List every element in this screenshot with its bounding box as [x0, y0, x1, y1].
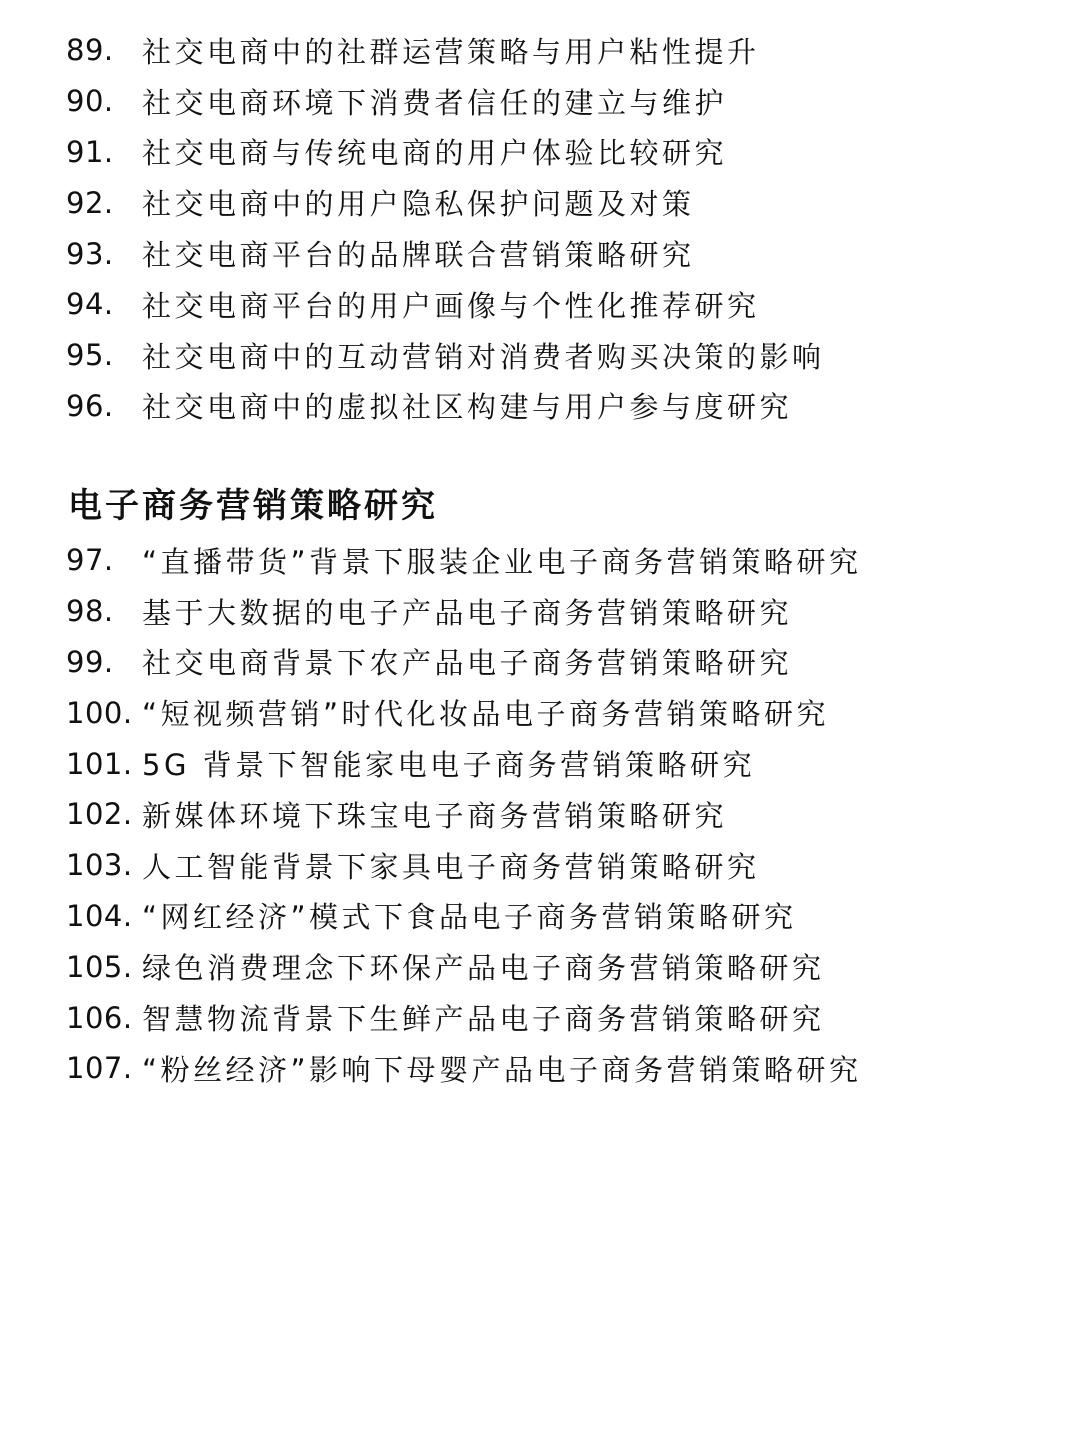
item-text: 社交电商背景下农产品电子商务营销策略研究: [142, 646, 793, 681]
list-item: [66, 840, 1046, 891]
list-item: [66, 228, 1046, 279]
topic-list-ecommerce-marketing: [66, 535, 1046, 1094]
item-number: 99.: [66, 644, 114, 679]
item-number: 104.: [66, 898, 133, 933]
list-item: [66, 586, 1046, 637]
list-item: [66, 381, 1046, 432]
item-number: 95.: [66, 338, 114, 373]
item-number: 102.: [66, 797, 133, 832]
item-text: “粉丝经济”影响下母婴产品电子商务营销策略研究: [142, 1052, 862, 1087]
list-item: [66, 992, 1046, 1043]
list-item: [66, 25, 1046, 76]
list-item: [66, 279, 1046, 330]
item-text: “直播带货”背景下服装企业电子商务营销策略研究: [142, 544, 862, 579]
item-text: 社交电商中的社群运营策略与用户粘性提升: [142, 34, 760, 69]
item-number: 89.: [66, 33, 114, 68]
item-text: 基于大数据的电子产品电子商务营销策略研究: [142, 595, 793, 630]
item-number: 101.: [66, 746, 133, 781]
item-number: 91.: [66, 134, 114, 169]
item-text: 社交电商中的虚拟社区构建与用户参与度研究: [142, 390, 793, 425]
list-item: [66, 127, 1046, 178]
list-item: [66, 738, 1046, 789]
item-number: 106.: [66, 1000, 133, 1035]
item-text: 社交电商环境下消费者信任的建立与维护: [142, 85, 728, 120]
list-item: [66, 941, 1046, 992]
item-text: 社交电商平台的品牌联合营销策略研究: [142, 238, 695, 273]
item-text: 新媒体环境下珠宝电子商务营销策略研究: [142, 798, 728, 833]
topic-list-social-commerce: [66, 25, 1046, 431]
item-number: 93.: [66, 236, 114, 271]
list-item: [66, 1043, 1046, 1094]
section-heading: 电子商务营销策略研究: [68, 486, 438, 526]
item-text: 5G 背景下智能家电电子商务营销策略研究: [142, 748, 756, 783]
item-text: “短视频营销”时代化妆品电子商务营销策略研究: [142, 697, 830, 732]
item-number: 98.: [66, 594, 114, 629]
item-number: 97.: [66, 543, 114, 578]
item-number: 107.: [66, 1051, 133, 1086]
list-item: [66, 535, 1046, 586]
item-number: 103.: [66, 848, 133, 883]
item-number: 96.: [66, 388, 114, 423]
item-number: 92.: [66, 185, 114, 220]
list-item: [66, 330, 1046, 381]
item-text: 社交电商中的用户隐私保护问题及对策: [142, 187, 695, 222]
list-item: [66, 891, 1046, 942]
item-text: 社交电商平台的用户画像与个性化推荐研究: [142, 288, 760, 323]
item-text: 人工智能背景下家具电子商务营销策略研究: [142, 849, 760, 884]
item-text: “网红经济”模式下食品电子商务营销策略研究: [142, 900, 797, 935]
item-number: 90.: [66, 84, 114, 119]
item-text: 绿色消费理念下环保产品电子商务营销策略研究: [142, 951, 825, 986]
item-number: 105.: [66, 949, 133, 984]
item-text: 社交电商与传统电商的用户体验比较研究: [142, 136, 728, 171]
item-text: 智慧物流背景下生鲜产品电子商务营销策略研究: [142, 1002, 825, 1037]
list-item: [66, 177, 1046, 228]
item-number: 94.: [66, 287, 114, 322]
list-item: [66, 76, 1046, 127]
list-item: [66, 789, 1046, 840]
item-number: 100.: [66, 695, 133, 730]
item-text: 社交电商中的互动营销对消费者购买决策的影响: [142, 339, 825, 374]
list-item: [66, 637, 1046, 688]
list-item: [66, 687, 1046, 738]
